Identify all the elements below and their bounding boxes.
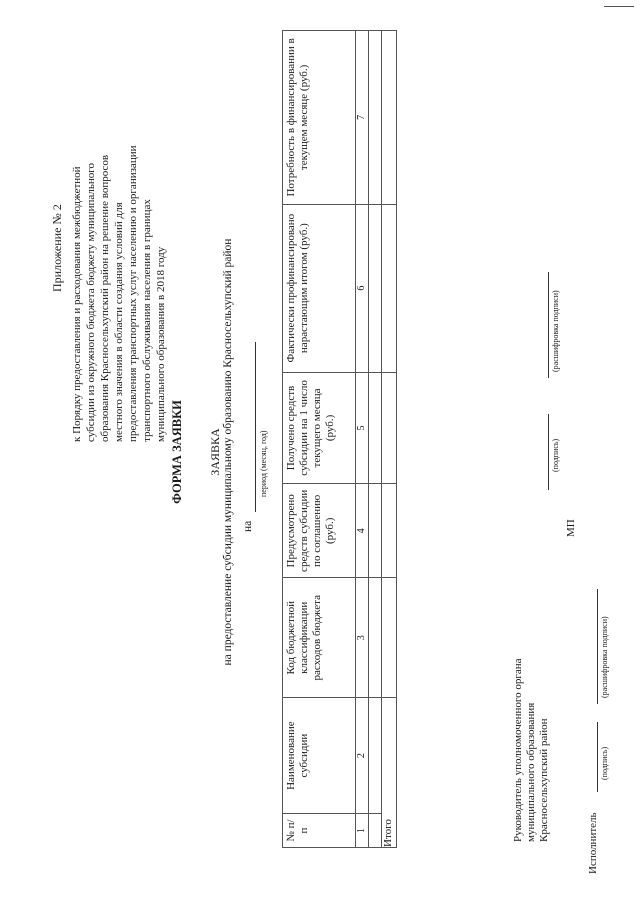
head-title-line: муниципального образования: [525, 702, 537, 842]
table-cell[interactable]: [382, 484, 397, 578]
table-cell[interactable]: [369, 814, 382, 848]
total-label: Итого: [382, 698, 397, 848]
table-cell[interactable]: [382, 372, 397, 484]
head-decoding-line[interactable]: [548, 272, 549, 378]
appendix-line: к Порядку предоставления и расходования межбюджетной: [71, 166, 83, 442]
request-subtitle: на предоставление субсидии муниципальному образованию Красносельхупский район: [222, 238, 234, 666]
table-total-row: [382, 31, 397, 848]
table-cell[interactable]: [382, 204, 397, 372]
table-cell[interactable]: [382, 31, 397, 205]
table-cell[interactable]: [369, 372, 382, 484]
document-page: [20, 12, 620, 892]
appendix-text: [70, 42, 168, 442]
form-title: ФОРМА ЗАЯВКИ: [170, 400, 184, 504]
head-signature-caption: (подпись): [551, 438, 560, 472]
column-number: 6: [356, 204, 369, 372]
header-cell-received: Получено средств субсидии на 1 число текущего месяца (руб.): [283, 372, 356, 484]
table-cell[interactable]: [369, 204, 382, 372]
head-title-line: Руководитель уполномоченного органа: [512, 658, 524, 842]
request-table: [282, 30, 397, 848]
executor-signature-line[interactable]: [597, 722, 598, 792]
period-input-line: [255, 342, 256, 512]
table-row: [369, 31, 382, 848]
appendix-line: транспортного обслуживания населения в границах: [141, 199, 153, 442]
header-cell-financed: Фактически профинансировано нарастающим итогом (руб.): [283, 204, 356, 372]
column-number: 4: [356, 484, 369, 578]
head-signature-line[interactable]: [548, 414, 549, 490]
table-cell[interactable]: [382, 578, 397, 698]
period-prefix: на: [242, 520, 254, 532]
appendix-line: субсидии из окружного бюджета бюджету муниципального: [85, 163, 97, 442]
header-cell-budget-code: Код бюджетной классификации расходов бюджета: [283, 578, 356, 698]
header-cell-subsidy-name: Наименование субсидии: [283, 698, 356, 814]
appendix-line: предоставления транспортных услуг населению и организации: [127, 145, 139, 442]
executor-signature-caption: (подпись): [600, 746, 609, 780]
table-cell[interactable]: [369, 484, 382, 578]
column-number: 5: [356, 372, 369, 484]
table-cell[interactable]: [369, 698, 382, 814]
table-number-row: [356, 31, 369, 848]
table-cell[interactable]: [369, 31, 382, 205]
appendix-title: Приложение № 2: [50, 204, 64, 292]
top-edge-line: [604, 6, 634, 7]
appendix-line: местного значения в области создания условий для: [113, 202, 125, 442]
executor-decoding-line[interactable]: [597, 589, 598, 704]
header-cell-number: № п/п: [283, 814, 356, 848]
head-title-line: Красносельхупский район: [538, 718, 550, 842]
header-cell-need: Потребность в финансировании в текущем месяце (руб.): [283, 31, 356, 205]
appendix-line: муниципального образования в 2018 году: [155, 246, 167, 442]
head-decoding-caption: (расшифровка подписи): [551, 290, 560, 372]
table-cell[interactable]: [369, 578, 382, 698]
executor-label: Исполнитель: [587, 812, 599, 874]
period-caption: период (месяц, год): [259, 430, 268, 497]
executor-decoding-caption: (расшифровка подписи): [600, 616, 609, 698]
head-signature-block: [512, 658, 551, 842]
appendix-line: образования Красносельхупский район на решение вопросов: [99, 154, 111, 442]
column-number: 2: [356, 698, 369, 814]
column-number: 7: [356, 31, 369, 205]
header-cell-planned: Предусмотрено средств субсидии по соглашению (руб.): [283, 484, 356, 578]
column-number: 1: [356, 814, 369, 848]
request-title: ЗАЯВКА: [208, 428, 222, 476]
table-header-row: [283, 31, 356, 848]
column-number: 3: [356, 578, 369, 698]
stamp-place-label: МП: [565, 519, 577, 537]
